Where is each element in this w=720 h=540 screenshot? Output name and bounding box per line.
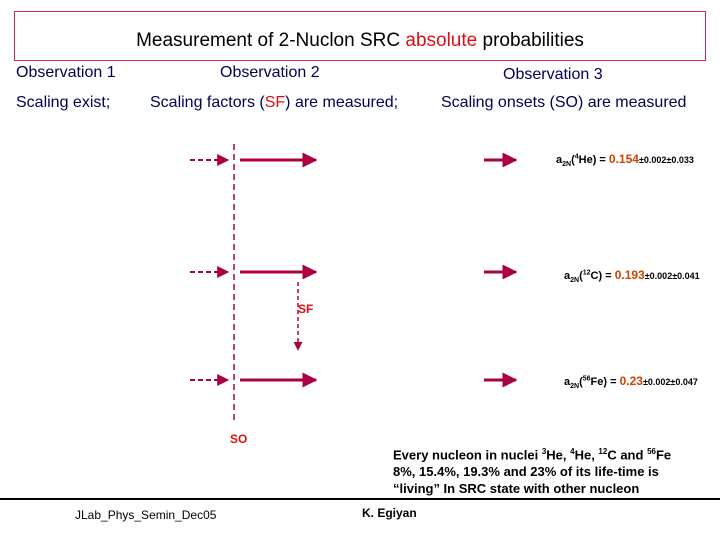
result-c: $a_{2N}(^{12}C) = 0.193\pm 0.002\pm 0.041$ bbox=[564, 268, 700, 285]
footer-author: K. Egiyan bbox=[362, 506, 417, 520]
footer-left-label: JLab_Phys_Semin_Dec05 bbox=[75, 508, 217, 522]
footer-divider bbox=[0, 498, 720, 500]
observation-1-heading: Observation 1 bbox=[16, 64, 116, 81]
observation-2-text: Scaling factors (SF) are measured; bbox=[150, 94, 399, 111]
result-he: $a_{2N}(^4He) = 0.154\pm 0.002\pm 0.033$ bbox=[556, 152, 694, 169]
sf-label: SF bbox=[298, 302, 314, 316]
summary-note bbox=[393, 443, 671, 497]
so-label: SO bbox=[230, 432, 248, 446]
note-line-3: “living” In SRC state with other nucleon bbox=[393, 481, 640, 497]
observation-3-text: Scaling onsets (SO) are measured bbox=[441, 94, 687, 111]
observation-1-text: Scaling exist; bbox=[16, 94, 111, 111]
note-line-1: Every nucleon in nuclei $^3$He, $^4$He, $^{12}$C and $^{56}$Fe bbox=[393, 447, 672, 463]
slide-title: Measurement of 2-Nuclon SRC absolute probabilities bbox=[136, 30, 584, 51]
note-line-2: 8%, 15.4%, 19.3% and 23% of its life-time is bbox=[393, 464, 659, 480]
observation-3-heading: Observation 3 bbox=[503, 66, 603, 83]
observation-2-heading: Observation 2 bbox=[220, 64, 320, 81]
result-fe: $a_{2N}(^{56}Fe) = 0.23\pm 0.002\pm 0.047$ bbox=[564, 374, 698, 391]
